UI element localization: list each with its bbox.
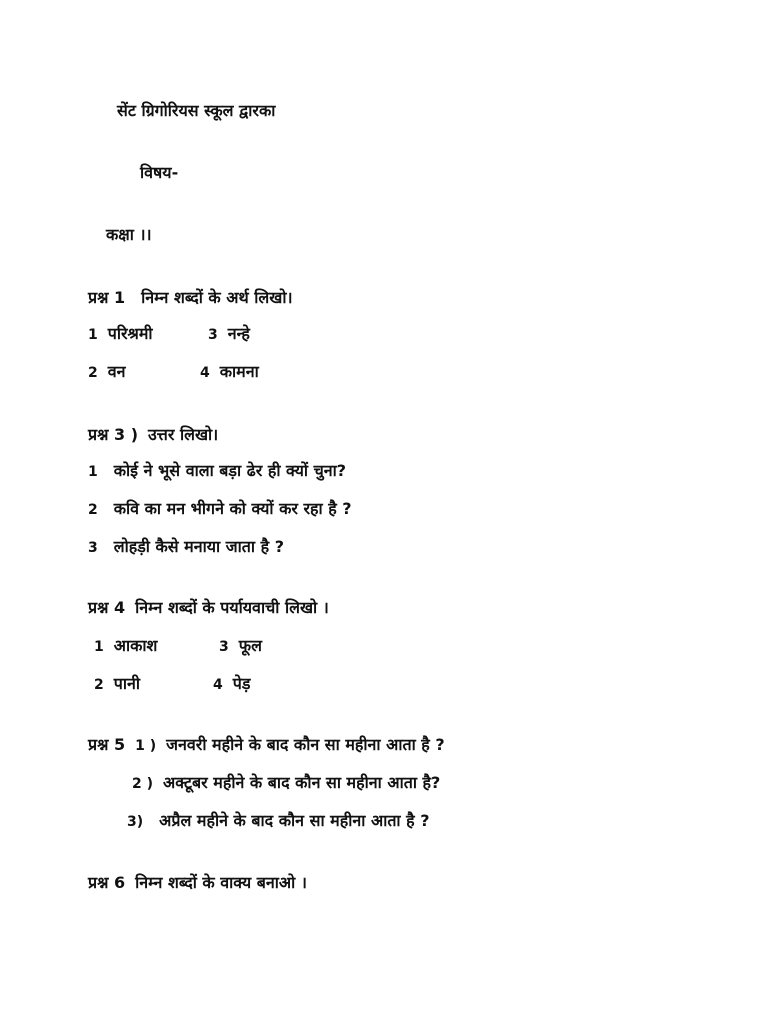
question-1-number: प्रश्न 1: [88, 288, 126, 307]
word: परिश्रमी: [107, 324, 153, 343]
word-row: [88, 323, 153, 346]
item-number: 2: [94, 677, 104, 693]
item-text: जनवरी महीने के बाद कौन सा महीना आता है ?: [166, 735, 445, 754]
question-item: [88, 460, 346, 483]
item-number: 1: [88, 464, 98, 480]
word-row: [94, 635, 157, 658]
item-number: 1: [88, 327, 98, 343]
item-text: लोहड़ी कैसे मनाया जाता है ?: [113, 537, 284, 556]
item-number: 3: [208, 327, 218, 343]
word-row: [213, 673, 250, 696]
word-row: [94, 673, 140, 696]
word: पानी: [113, 674, 141, 693]
word: नन्हे: [227, 324, 250, 343]
item-text: अप्रैल महीने के बाद कौन सा महीना आता है ?: [159, 811, 430, 830]
question-4-text: निम्न शब्दों के पर्यायवाची लिखो ।: [135, 598, 329, 617]
subject-label: विषय-: [140, 163, 179, 182]
item-number: 3: [88, 540, 98, 556]
item-number: 1 ): [135, 738, 157, 754]
word-row: [88, 361, 126, 384]
question-item: [88, 536, 284, 559]
question-3-text: उत्तर लिखो।: [148, 425, 219, 444]
item-number: 2: [88, 502, 98, 518]
question-1-text: निम्न शब्दों के अर्थ लिखो।: [141, 288, 293, 307]
word: वन: [107, 362, 126, 381]
word: आकाश: [113, 636, 158, 655]
question-3-heading: [88, 424, 218, 446]
word: पेड़: [232, 674, 251, 693]
question-5-number: प्रश्न 5: [88, 735, 126, 754]
item-number: 1: [94, 639, 104, 655]
question-3-number: प्रश्न 3 ): [88, 425, 139, 444]
item-number: 3: [219, 639, 229, 655]
item-text: कोई ने भूसे वाला बड़ा ढेर ही क्यों चुना?: [113, 461, 347, 480]
question-item: [132, 772, 440, 795]
question-4-number: प्रश्न 4: [88, 598, 126, 617]
question-item: [88, 498, 352, 521]
word-row: [208, 323, 250, 346]
word: कामना: [219, 362, 259, 381]
school-name: सेंट ग्रिगोरियस स्कूल द्वारका: [117, 101, 276, 120]
question-6-number: प्रश्न 6: [88, 873, 126, 892]
item-text: कवि का मन भीगने को क्यों कर रहा है ?: [113, 499, 352, 518]
class-label: कक्षा ।।: [106, 225, 152, 244]
word-row: [219, 635, 262, 658]
question-1-heading: [88, 287, 293, 309]
item-number: 4: [213, 677, 223, 693]
question-6-heading: [88, 872, 307, 894]
item-number: 3): [127, 814, 144, 830]
question-6-text: निम्न शब्दों के वाक्य बनाओ ।: [135, 873, 307, 892]
word: फूल: [238, 636, 262, 655]
item-number: 2 ): [132, 776, 154, 792]
item-number: 4: [200, 365, 210, 381]
question-item: [127, 810, 430, 833]
item-text: अक्टूबर महीने के बाद कौन सा महीना आता है?: [163, 773, 441, 792]
question-4-heading: [88, 597, 329, 619]
item-number: 2: [88, 365, 98, 381]
word-row: [200, 361, 259, 384]
question-5-heading: [88, 734, 445, 757]
